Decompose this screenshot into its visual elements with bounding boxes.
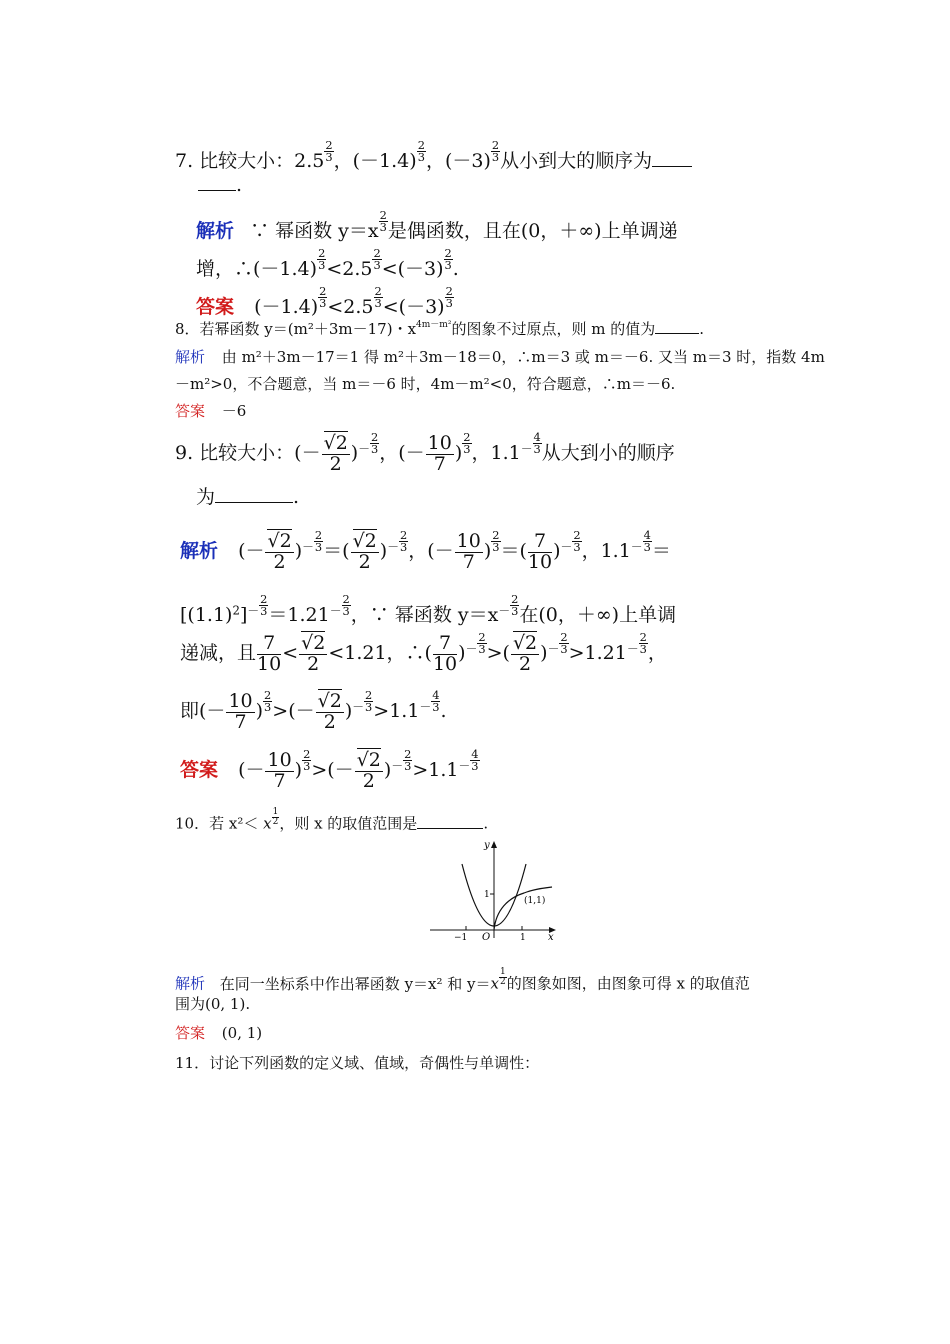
q7-stem-text: 7. 比较大小： <box>175 150 295 173</box>
q10-answer <box>175 1026 262 1041</box>
q9-stem-line2: 为 . <box>196 486 300 508</box>
q8-analysis-text1: 由 m²＋3m－17＝1 得 m²＋3m－18＝0，∴m＝3 或 m＝－6. 又当 m＝3 时，指数 4m <box>221 348 825 366</box>
q10-blank <box>417 828 483 829</box>
q8-exponent: 4m－m² <box>416 320 452 330</box>
q9-analysis-line3: 递减，且 $\frac{7}{10}$ < $\frac{√2}{2}$ <1.21，∴( $\frac{7}{10}$ )－ $\frac{2}{3}$ >( $\frac{√2}{2}$ )－ $\frac{2}{3}$ >1.21－ $\frac{2}{3}$ ， <box>180 630 667 675</box>
q10-analysis-text2: 围为(0, 1). <box>175 995 251 1013</box>
q7-analysis-line1: 解析 ∵ 幂函数 y＝x $\frac{2}{3}$ 是偶函数，且在(0，＋∞)上单调递 <box>196 208 678 243</box>
origin-label: O <box>482 932 491 942</box>
q7-answer: 答案 (－1.4) $\frac{2}{3}$ <2.5 $\frac{2}{3}$ <(－3) $\frac{2}{3}$ <box>196 284 453 319</box>
q7-blank <box>652 166 692 167</box>
y-tick-1-label: 1 <box>484 890 490 900</box>
sqrt-curve <box>494 887 552 930</box>
q9-tail: 从大到小的顺序 <box>541 442 675 465</box>
q9-stem: 9. 比较大小：(－ $\frac{√2}{2}$ )－ $\frac{2}{3}$ ，(－ $\frac{10}{7}$ ) $\frac{2}{3}$ ，1.1－ $\frac{4}{3}$ 从大到小的顺序 <box>175 430 675 475</box>
q10-analysis-text1: 在同一坐标系中作出幂函数 y＝x² 和 y＝ <box>219 974 491 993</box>
q10-stem-text: 10．若 x²＜ <box>175 814 259 833</box>
q10-analysis-line1: 解析 在同一坐标系中作出幂函数 y＝x² 和 y＝x $\frac{1}{2}$ 的图象如图，由图象可得 x 的取值范 <box>175 967 750 993</box>
q8-answer <box>175 404 246 419</box>
q7-analysis-text1: ∵ 幂函数 y＝x <box>250 220 379 243</box>
power-function-graph <box>424 838 560 942</box>
q7-blank-cont: . <box>198 176 242 195</box>
q9-analysis-line2: $[(1.1)^2]^-$ $\frac{2}{3}$ ＝1.21－ $\frac{2}{3}$ ，∵ 幂函数 y＝x－ $\frac{2}{3}$ 在(0，＋∞)上单调 <box>180 592 677 627</box>
q9-analysis-line4: 即(－ $\frac{10}{7}$ ) $\frac{2}{3}$ >(－ $\frac{√2}{2}$ )－ $\frac{2}{3}$ >1.1－ $\frac{4}{3}$ . <box>180 688 447 733</box>
q9-answer: 答案 (－ $\frac{10}{7}$ ) $\frac{2}{3}$ >(－ $\frac{√2}{2}$ )－ $\frac{2}{3}$ >1.1－ $\frac{4}{3}$ <box>180 747 479 792</box>
answer-label: 答案 <box>196 296 235 319</box>
answer-label: 答案 <box>175 402 206 420</box>
q9-blank <box>215 502 293 503</box>
q7-tail: 从小到大的顺序为 <box>500 150 653 173</box>
intersection-point-label: (1,1) <box>524 896 546 906</box>
q9-analysis-text1: ∵ 幂函数 y＝x <box>369 604 499 627</box>
q10-tail: ，则 x 的取值范围是 <box>279 814 418 833</box>
answer-label: 答案 <box>175 1024 206 1042</box>
q8-stem-text: 8．若幂函数 y＝(m²＋3m－17)・x <box>175 320 417 338</box>
q9-analysis-text3: 递减，且 <box>180 642 257 665</box>
q10-stem: 10．若 x²＜ x $\frac{1}{2}$ ，则 x 的取值范围是 . <box>175 807 489 833</box>
analysis-label: 解析 <box>175 348 206 366</box>
x-tick-neg1-label: −1 <box>454 933 468 942</box>
analysis-label: 解析 <box>196 220 235 243</box>
y-axis-arrow <box>491 841 497 848</box>
q8-analysis-line1 <box>175 350 825 365</box>
q11-stem <box>175 1056 539 1071</box>
q7-analysis-text2: 是偶函数，且在(0，＋∞)上单调递 <box>387 220 678 243</box>
x-axis-label: x <box>548 932 554 942</box>
x-tick-1-label: 1 <box>520 933 526 942</box>
analysis-label: 解析 <box>175 974 206 993</box>
q8-stem: 8．若幂函数 y＝(m²＋3m－17)・$x^{4m-m^2}$的图象不过原点，则 m 的值为 . <box>175 320 704 338</box>
q8-blank <box>655 333 699 334</box>
q9-stem-text: 9. 比较大小： <box>175 442 295 465</box>
q8-answer-value: －6 <box>221 402 247 420</box>
q10-analysis-line2 <box>175 997 250 1012</box>
q8-analysis-line2 <box>175 377 675 392</box>
q11-stem-text: 11．讨论下列函数的定义域、值域，奇偶性与单调性： <box>175 1054 540 1072</box>
q10-answer-value: (0, 1) <box>221 1024 263 1042</box>
q7-analysis-text3: 增，∴ <box>196 258 254 281</box>
q7-stem: 7. 比较大小：2.5 $\frac{2}{3}$ ，(－1.4) $\frac{2}{3}$ ，(－3) $\frac{2}{3}$ 从小到大的顺序为 <box>175 140 692 171</box>
q9-analysis-text2: 在(0，＋∞)上单调 <box>519 604 677 627</box>
y-axis-label: y <box>484 840 490 851</box>
answer-label: 答案 <box>180 759 219 782</box>
q8-analysis-text2: －m²>0，不合题意，当 m＝－6 时，4m－m²<0，符合题意，∴m＝－6. <box>175 375 676 393</box>
q8-tail: 的图象不过原点，则 m 的值为 <box>451 320 656 338</box>
q7-analysis-line2: 增，∴(－1.4) $\frac{2}{3}$ <2.5 $\frac{2}{3}$ <(－3) $\frac{2}{3}$ . <box>196 246 459 281</box>
q10-analysis-text1b: 的图象如图，由图象可得 x 的取值范 <box>506 974 750 993</box>
q9-analysis-text4: 即 <box>180 700 200 723</box>
analysis-label: 解析 <box>180 540 219 563</box>
q9-analysis-line1: 解析 (－ $\frac{√2}{2}$ )－ $\frac{2}{3}$ ＝( $\frac{√2}{2}$ )－ $\frac{2}{3}$ ，(－ $\frac{10}{7}$ ) $\frac{2}{3}$ ＝( $\frac{7}{10}$ )－ $\frac{2}{3}$ ，1.1－ $\frac{4}{3}$ ＝ <box>180 528 671 573</box>
